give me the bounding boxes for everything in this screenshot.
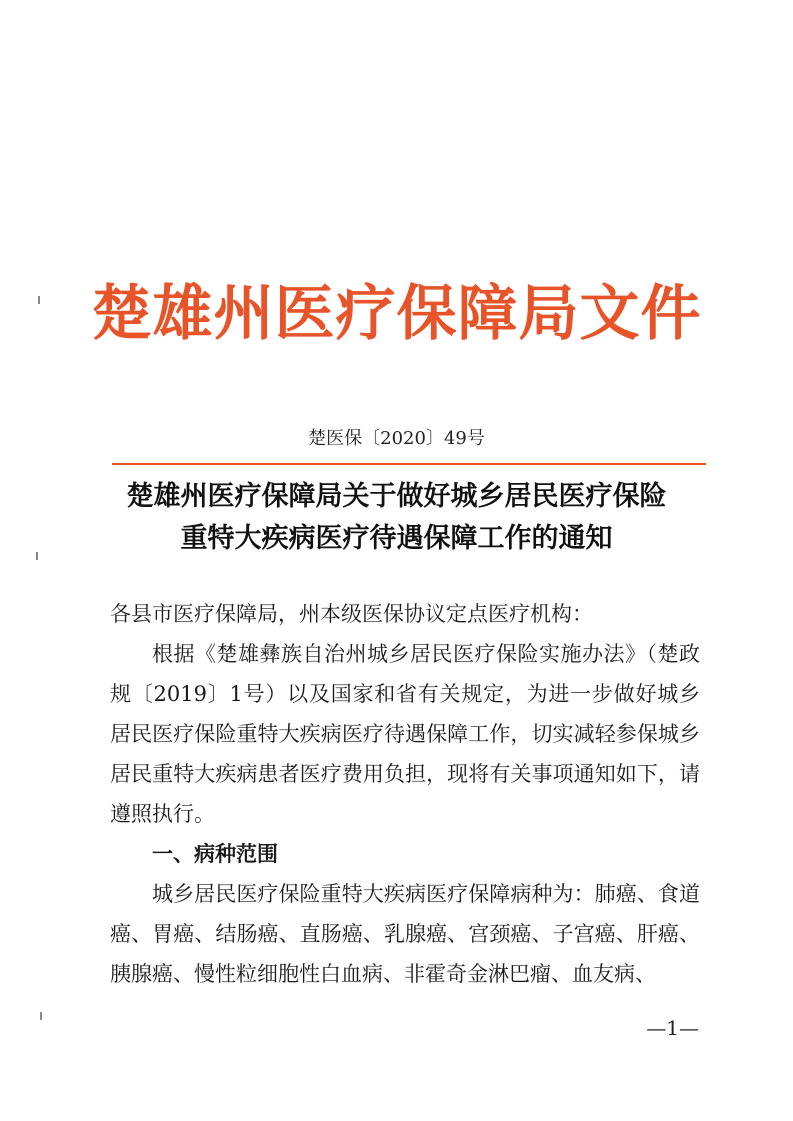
section-1-paragraph: 城乡居民医疗保险重特大疾病医疗保障病种为：肺癌、食道癌、胃癌、结肠癌、直肠癌、乳腺癌、宫颈癌、子宫癌、肝癌、胰腺癌、慢性粒细胞性白血病、非霍奇金淋巴瘤、血友病、	[110, 882, 700, 986]
doc-number: 楚医保〔2020〕49号	[308, 428, 485, 449]
notice-title	[0, 476, 793, 560]
red-divider-line	[112, 463, 706, 465]
notice-title-line-1: 楚雄州医疗保障局关于做好城乡居民医疗保险	[126, 481, 667, 512]
section-1-heading: 一、病种范围	[152, 842, 278, 866]
recipients-line: 各县市医疗保障局，州本级医保协议定点医疗机构：	[110, 602, 593, 626]
page-number: —1—	[646, 1016, 699, 1040]
notice-title-line-2: 重特大疾病医疗待遇保障工作的通知	[180, 523, 613, 554]
intro-paragraph: 根据《楚雄彝族自治州城乡居民医疗保险实施办法》（楚政规〔2019〕1号）以及国家和省有关规定，为进一步做好城乡居民医疗保险重特大疾病医疗待遇保障工作，切实减轻参保城乡居民重特大疾病患者医疗费用负担，现将有关事项通知如下，请遵照执行。	[110, 642, 700, 826]
header-title: 楚雄州医疗保障局文件	[91, 279, 702, 349]
body-text	[110, 594, 700, 994]
scan-mark	[40, 1012, 42, 1020]
